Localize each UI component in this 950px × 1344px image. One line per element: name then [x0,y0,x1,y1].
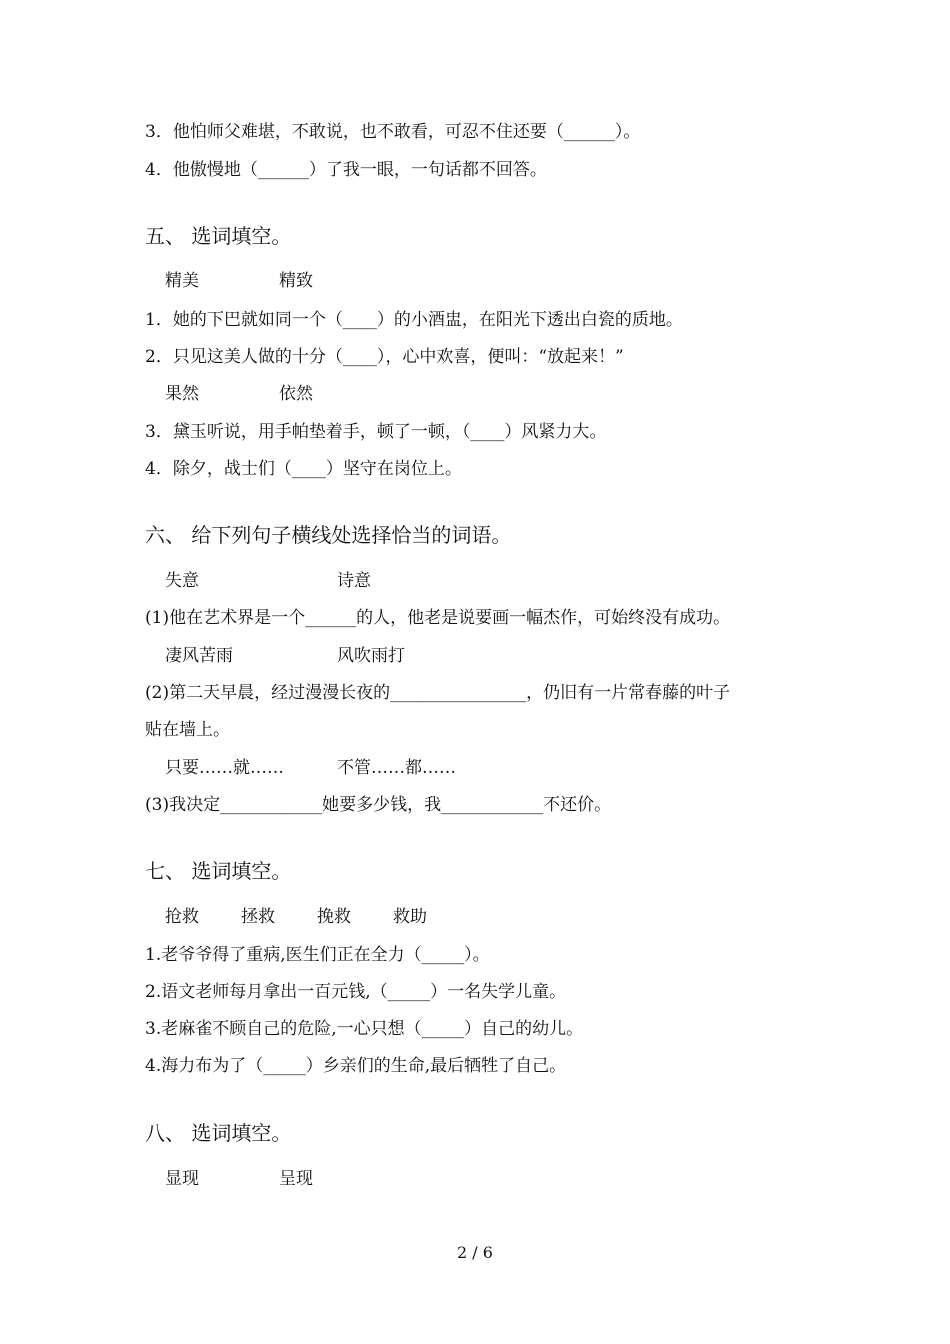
section-heading-7: 七、 选词填空。 [145,859,292,883]
word-option: 不管……都…… [337,758,456,778]
word-option: 呈现 [279,1169,313,1189]
question-item-continuation: 贴在墙上。 [145,720,230,740]
question-item: (1)他在艺术界是一个______的人，他老是说要画一幅杰作，可始终没有成功。 [145,608,731,628]
question-item: 1．她的下巴就如同一个（____）的小酒盅，在阳光下透出白瓷的质地。 [145,310,683,330]
question-item: 2．只见这美人做的十分（____），心中欢喜，便叫：“放起来！” [145,347,624,367]
section-heading-5: 五、 选词填空。 [145,224,292,248]
section-heading-6: 六、 给下列句子横线处选择恰当的词语。 [145,523,512,547]
question-item: 4．除夕，战士们（____）坚守在岗位上。 [145,459,462,479]
question-item: 2.语文老师每月拿出一百元钱,（_____）一名失学儿童。 [145,982,567,1002]
word-option: 果然 [165,384,199,404]
word-option: 只要……就…… [165,758,284,778]
word-option: 凄风苦雨 [165,646,233,666]
question-item: 3．黛玉听说，用手帕垫着手，顿了一顿，（____）风紧力大。 [145,422,607,442]
page-number: 2 / 6 [457,1243,493,1262]
question-item: 4.海力布为了（_____）乡亲们的生命,最后牺牲了自己。 [145,1056,567,1076]
question-item: 4．他傲慢地（______）了我一眼，一句话都不回答。 [145,160,547,180]
word-option: 精致 [279,271,313,291]
section-heading-8: 八、 选词填空。 [145,1121,292,1145]
word-option: 诗意 [337,571,371,591]
word-option: 失意 [165,571,199,591]
word-option: 风吹雨打 [337,646,405,666]
question-item: (3)我决定____________她要多少钱，我____________不还价。 [145,795,612,815]
question-item: 1.老爷爷得了重病,医生们正在全力（_____）。 [145,945,490,965]
question-item: (2)第二天早晨，经过漫漫长夜的________________，仍旧有一片常春藤的叶子 [145,683,731,703]
question-item: 3．他怕师父难堪，不敢说，也不敢看，可忍不住还要（______）。 [145,122,641,142]
word-option: 依然 [279,384,313,404]
question-item: 3.老麻雀不顾自己的危险,一心只想（_____）自己的幼儿。 [145,1019,584,1039]
word-option: 精美 [165,271,199,291]
word-option: 挽救 [317,907,351,927]
word-option: 救助 [393,907,427,927]
word-option: 拯救 [241,907,275,927]
word-option: 显现 [165,1169,199,1189]
word-option: 抢救 [165,907,199,927]
